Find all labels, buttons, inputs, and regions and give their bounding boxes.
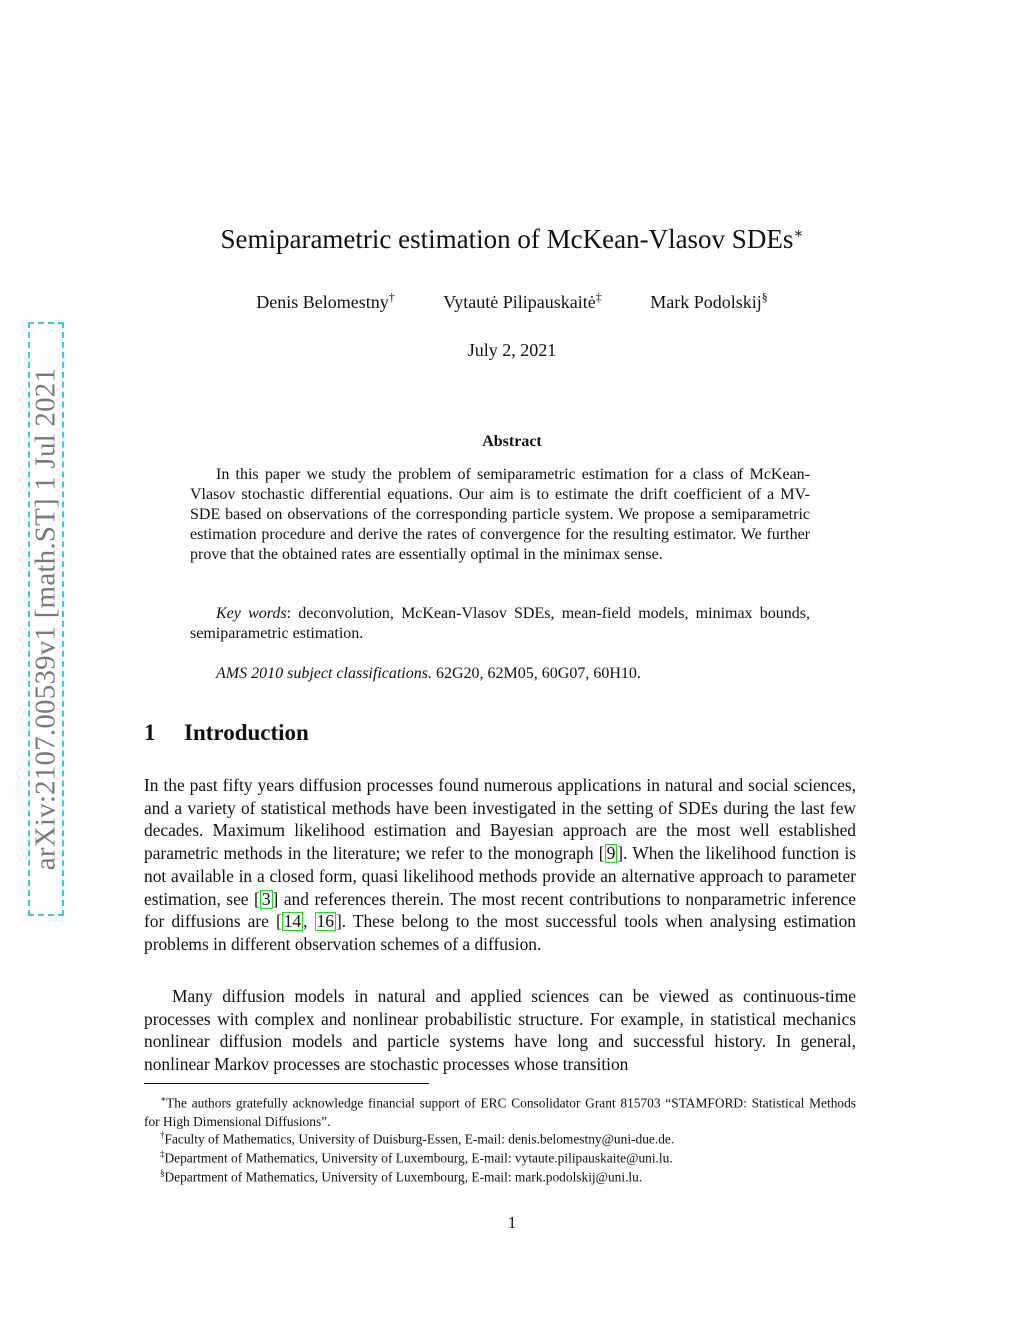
section-title: Introduction [184, 720, 309, 745]
footnote-1-text: The authors gratefully acknowledge financial support of ERC Consolidator Grant 815703 “STAMFORD: Statistical Methods for High Dimensional Diffusions”. [144, 1095, 856, 1129]
paper-title [0, 224, 1024, 255]
intro-p1-text-4: , [303, 911, 315, 932]
author-1-mark: † [388, 290, 395, 304]
ams-label: AMS 2010 subject classifications. [216, 665, 432, 682]
footnote-1-mark: ∗ [160, 1094, 167, 1104]
ams-text: 62G20, 62M05, 60G07, 60H10. [431, 665, 641, 682]
footnote-2-text: Faculty of Mathematics, University of Duisburg-Essen, E-mail: denis.belomestny@uni-due.de. [164, 1131, 675, 1147]
author-2-mark: ‡ [595, 290, 602, 304]
intro-p1-text-3: and references therein. The most recent contributions to nonparametric inference for diffusions are [ [144, 888, 856, 932]
footnote-3-mark: ‡ [160, 1149, 165, 1159]
citation-16[interactable]: 16 [316, 911, 334, 932]
footnote-author-3 [144, 1164, 856, 1187]
paper-date: July 2, 2021 [467, 340, 557, 360]
keywords [190, 604, 810, 644]
footnote-3-text: Department of Mathematics, University of Luxembourg, E-mail: vytaute.pilipauskaite@uni.lu. [164, 1150, 673, 1166]
author-3-name: Mark Podolskij [650, 292, 762, 312]
intro-p1-text-5: ]. These belong to the most successful tools when analysing estimation problems in different observation schemes of a diffusion. [144, 911, 856, 954]
intro-paragraph-1: In the past fifty years diffusion processes found numerous applications in natural and social sciences, and a variety of statistical methods have been investigated in the setting of SDEs during the last few decades. Maximum likelihood estimation and Bayesian approach are the most well established parametric methods in the literature; we refer to the monograph [ 9 ]. When the likelihood function is not available in a closed form, quasi likelihood methods provide an alternative approach to parameter estimation, see [ 3 ] and references therein. The most recent contributions to nonparametric inference for diffusions are [ 14 , 16 ]. These belong to the most successful tools when analysing estimation problems in different observation schemes of a diffusion. [144, 775, 856, 954]
keywords-text: : deconvolution, McKean-Vlasov SDEs, mean-field models, minimax bounds, semiparametric estimation. [190, 605, 811, 642]
abstract-heading: Abstract [482, 433, 542, 450]
author-3 [650, 292, 768, 312]
footnote-divider [144, 1083, 429, 1084]
footnote-4-text: Department of Mathematics, University of Luxembourg, E-mail: mark.podolskij@uni.lu. [164, 1169, 643, 1185]
footnote-2-mark: † [160, 1130, 165, 1140]
author-3-mark: § [761, 290, 768, 304]
author-list [0, 290, 1024, 313]
page-number: 1 [507, 1213, 517, 1232]
author-1-name: Denis Belomestny [256, 292, 389, 312]
author-2 [443, 292, 601, 312]
intro-paragraph-2: Many diffusion models in natural and applied sciences can be viewed as continuous-time processes with complex and nonlinear probabilistic structure. For example, in statistical mechanics nonlinear diffusion models and particle systems have long and successful history. In general, nonlinear Markov processes are stochastic processes whose transition [144, 986, 856, 1075]
arxiv-stamp-text: arXiv:2107.00539v1 [math.ST] 1 Jul 2021 [29, 367, 62, 871]
title-footnote-mark: ∗ [793, 226, 804, 242]
footnote-4-mark: § [160, 1168, 165, 1178]
citation-3[interactable]: 3 [261, 888, 271, 909]
arxiv-stamp[interactable] [28, 322, 64, 916]
citation-14[interactable]: 14 [283, 911, 302, 932]
intro-p1-text-1: In the past fifty years diffusion processes found numerous applications in natural and social sciences, and a variety of statistical methods have been investigated in the setting of SDEs during the last few decades. Maximum likelihood estimation and Bayesian approach are the most well established parametric methods in the literature; we refer to the monograph [144, 775, 856, 864]
abstract-body: In this paper we study the problem of semiparametric estimation for a class of McKean-Vlasov stochastic differential equations. Our aim is to estimate the drift coefficient of a MV-SDE based on observations of the corresponding particle system. We propose a semiparametric estimation procedure and derive the rates of convergence for the resulting estimator. We further prove that the obtained rates are essentially optimal in the minimax sense. [190, 466, 810, 563]
author-1 [256, 292, 395, 312]
citation-9[interactable]: 9 [606, 843, 616, 864]
section-heading [144, 720, 309, 746]
ams-classification [190, 664, 810, 684]
paper-title-text: Semiparametric estimation of McKean-Vlasov SDEs [220, 224, 794, 254]
section-number: 1 [144, 720, 156, 745]
keywords-label: Key words [216, 605, 287, 622]
intro-p1-text-2: . When the likelihood function is not available in a closed form, quasi likelihood methods provide an alternative approach to parameter estimation, see [144, 843, 856, 909]
author-2-name: Vytautė Pilipauskaitė [443, 292, 596, 312]
